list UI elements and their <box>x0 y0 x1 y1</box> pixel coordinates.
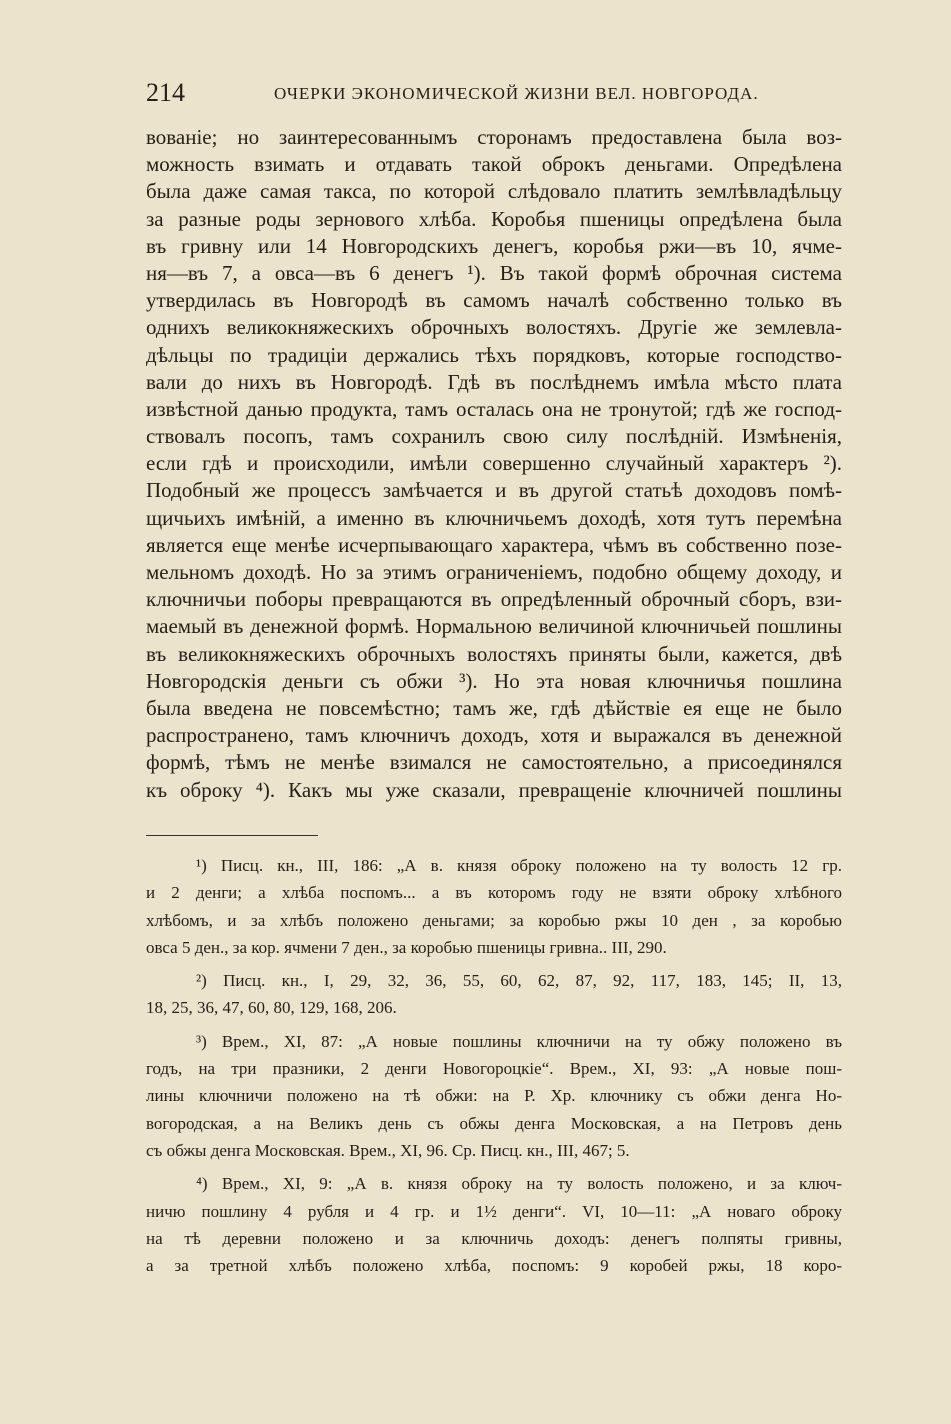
text-line: щичьихъ имѣній, а именно въ ключничьемъ доходѣ, хотя тутъ перемѣна <box>146 505 842 530</box>
footnote-line: ¹) Писц. кн., III, 186: „А в. князя оброку положено на ту волость 12 гр. <box>196 856 842 875</box>
footnotes <box>146 852 842 1279</box>
footnote-line: съ обжы денга Московская. Врем., XI, 96. Ср. Писц. кн., III, 467; 5. <box>146 1140 630 1160</box>
footnote-line: лины ключничи положено на тѣ обжи: на Р. Хр. ключнику съ обжи денга Но- <box>146 1086 842 1106</box>
footnote-line: ⁴) Врем., XI, 9: „А в. князя оброку на ту волость положено, и за ключ- <box>196 1174 842 1194</box>
text-line: если гдѣ и происходили, имѣли совершенно случайный характеръ ²). <box>146 451 842 476</box>
text-line: Новгородскія деньги съ обжи ³). Но эта новая ключничья пошлина <box>146 668 842 693</box>
footnote-line: годъ, на три празники, 2 денги Новогороцкіе“. Врем., XI, 93: „А новые пош- <box>146 1059 842 1079</box>
text-line: дѣльцы по традиціи держались тѣхъ порядковъ, которые господство- <box>146 342 842 367</box>
footnote-line: вогородская, а на Великъ день съ обжы денга Московская, а на Петровъ день <box>146 1113 842 1133</box>
text-line: вали до нихъ въ Новгородѣ. Гдѣ въ послѣднемъ имѣла мѣсто плата <box>146 369 842 394</box>
text-line: мельномъ доходѣ. Но за этимъ ограниченіемъ, подобно общему доходу, и <box>146 560 842 584</box>
text-line: вованіе; но заинтересованнымъ сторонамъ предоставлена была воз- <box>146 125 842 149</box>
text-line: однихъ великокняжескихъ оброчныхъ волостяхъ. Другіе же землевла- <box>146 315 842 340</box>
footnote-line: ³) Врем., XI, 87: „А новые пошлины ключничи на ту обжу положено въ <box>196 1031 842 1051</box>
text-line: можность взимать и отдавать такой оброкъ деньгами. Опредѣлена <box>146 152 842 177</box>
text-line: ня—въ 7, а овса—въ 6 денегъ ¹). Въ такой формѣ оброчная система <box>146 260 842 285</box>
text-line: является еще менѣе исчерпывающаго характера, чѣмъ въ собственно позе- <box>146 532 842 557</box>
text-line: маемый въ денежной формѣ. Нормальною величиной ключничьей пошлины <box>146 614 842 639</box>
text-line: въ великокняжескихъ оброчныхъ волостяхъ приняты были, кажется, двѣ <box>146 641 842 666</box>
text-line: была даже самая такса, по которой слѣдовало платить землѣвладѣльцу <box>146 179 842 204</box>
footnote-1 <box>146 852 842 961</box>
main-text <box>146 124 842 804</box>
footnote-line: ничю пошлину 4 рубля и 4 гр. и 1½ денги“. VI, 10—11: „А новаго оброку <box>146 1201 842 1221</box>
footnote-divider <box>146 835 318 836</box>
footnote-line: а за третной хлѣбъ положено хлѣба, поспомъ: 9 коробей ржы, 18 коро- <box>146 1256 842 1276</box>
text-line: утвердилась въ Новгородѣ въ самомъ началѣ собственно только въ <box>146 288 842 313</box>
page-number: 214 <box>146 78 185 107</box>
footnote-line: хлѣбомъ, и за хлѣбъ положено деньгами; за коробью ржы 10 ден , за коробью <box>146 910 842 930</box>
text-line: извѣстной данью продукта, тамъ осталась она не тронутой; гдѣ же господ- <box>146 396 842 421</box>
text-line: ключничьи поборы превращаются въ опредѣленный оброчный сборъ, взи- <box>146 587 842 612</box>
footnote-2 <box>146 967 842 1022</box>
text-line: ствовалъ посопъ, тамъ сохранилъ свою силу послѣдній. Измѣненія, <box>146 424 842 449</box>
page-header <box>146 78 846 118</box>
text-line: Подобный же процессъ замѣчается и въ другой статьѣ доходовъ помѣ- <box>146 478 842 503</box>
footnote-line: ²) Писц. кн., I, 29, 32, 36, 55, 60, 62, 87, 92, 117, 183, 145; II, 13, <box>196 971 842 991</box>
footnote-line: и 2 денги; а хлѣба поспомъ... а въ которомъ году не взяти оброку хлѣбного <box>146 883 842 903</box>
running-title: ОЧЕРКИ ЭКОНОМИЧЕСКОЙ ЖИЗНИ ВЕЛ. НОВГОРОДА. <box>274 84 759 103</box>
footnote-line: овса 5 ден., за кор. ячмени 7 ден., за коробью пшеницы гривна.. III, 290. <box>146 937 667 957</box>
text-line: за разные роды зернового хлѣба. Коробья пшеницы опредѣлена была <box>146 206 842 231</box>
footnote-4 <box>146 1170 842 1279</box>
text-line: къ оброку ⁴). Какъ мы уже сказали, превращеніе ключничей пошлины <box>146 777 842 802</box>
footnote-3 <box>146 1028 842 1164</box>
text-line: была введена не повсемѣстно; тамъ же, гдѣ дѣйствіе ея еще не было <box>146 695 842 720</box>
text-line: формѣ, тѣмъ не менѣе взимался не самостоятельно, а присоединялся <box>146 750 842 775</box>
text-line: распространено, тамъ ключничъ доходъ, хотя и выражался въ денежной <box>146 723 842 748</box>
text-line: въ гривну или 14 Новгородскихъ денегъ, коробья ржи—въ 10, ячме- <box>146 233 842 258</box>
footnote-line: 18, 25, 36, 47, 60, 80, 129, 168, 206. <box>146 998 397 1018</box>
footnote-line: на тѣ деревни положено и за ключничь доходъ: денегъ полпяты гривны, <box>146 1228 842 1248</box>
